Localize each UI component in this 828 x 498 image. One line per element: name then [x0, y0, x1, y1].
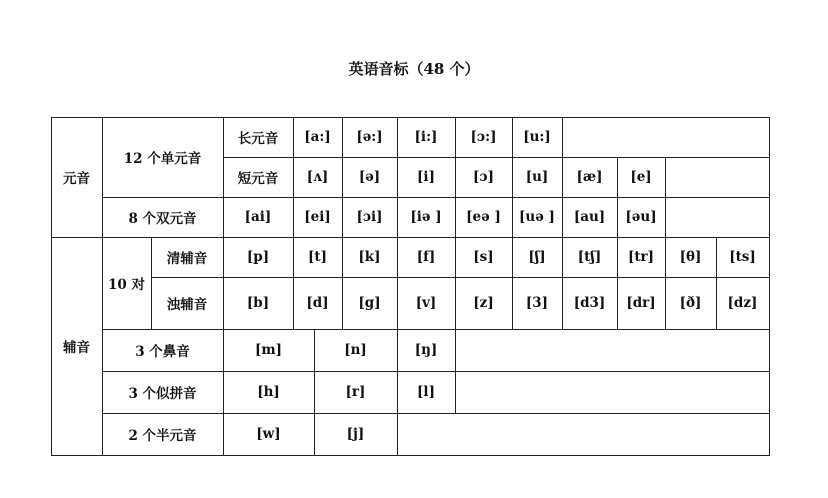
phonetic-symbol: [l]	[417, 384, 435, 400]
phonetic-symbol: [æ]	[576, 169, 603, 185]
phonetic-symbol: [tʃ]	[577, 249, 602, 265]
phonetic-symbol: [t]	[307, 249, 327, 265]
phonetic-symbol: [ɔ]	[473, 169, 494, 185]
phonetic-symbol: [ɔi]	[356, 209, 383, 225]
phonetic-symbol: [p]	[246, 249, 270, 265]
phonetic-symbol: [m]	[254, 342, 283, 358]
phonetic-symbol: [f]	[416, 249, 436, 265]
long-vowels-label: 长元音	[237, 131, 279, 147]
phonetic-symbol: [g]	[358, 295, 381, 311]
liquids-label: 3 个似拼音	[128, 386, 197, 402]
phonetic-symbol: [au]	[573, 209, 606, 225]
phonetic-symbol: [dr]	[626, 295, 656, 311]
phonetic-symbol: [k]	[358, 249, 381, 265]
phonetic-symbol: [ð]	[679, 295, 702, 311]
short-vowels-label: 短元音	[237, 171, 279, 187]
phonetic-symbol: [b]	[246, 295, 270, 311]
phonetic-symbol: [uə ]	[519, 209, 555, 225]
vowels-label: 元音	[63, 171, 90, 187]
table-line	[665, 157, 666, 237]
phonetic-symbol: [ʃ]	[528, 249, 546, 265]
phonetic-symbol: [ə:]	[356, 129, 383, 145]
phonetic-symbol: [dz]	[727, 295, 758, 311]
table-line	[51, 455, 770, 456]
semivowels-label: 2 个半元音	[128, 428, 197, 444]
phonetic-symbol: [j]	[346, 426, 365, 442]
phonetic-symbol: [ɔ:]	[470, 129, 497, 145]
phonetic-symbol: [i:]	[414, 129, 438, 145]
page-title: 英语音标（48 个）	[348, 60, 480, 78]
diphthongs-label: 8 个双元音	[128, 211, 197, 227]
phonetic-symbol: [tr]	[627, 249, 655, 265]
phonetic-symbol: [θ]	[679, 249, 702, 265]
phonetic-symbol: [iə ]	[410, 209, 442, 225]
table-line	[769, 117, 770, 456]
phonetic-symbol: [u:]	[523, 129, 551, 145]
phonetic-symbol: [ts]	[729, 249, 756, 265]
pairs-label: 10 对	[108, 277, 145, 293]
table-line	[455, 329, 456, 413]
consonants-label: 辅音	[63, 340, 90, 356]
phonetic-symbol: [v]	[415, 295, 437, 311]
phonetic-symbol: [e]	[630, 169, 652, 185]
phonetic-symbol: [w]	[256, 426, 281, 442]
phonetic-symbol: [3]	[525, 295, 549, 311]
phonetic-symbol: [eə ]	[466, 209, 501, 225]
phonetic-symbol: [ə]	[358, 169, 381, 185]
phonetic-symbol: [ʌ]	[306, 169, 329, 185]
monophthongs-label: 12 个单元音	[123, 151, 202, 167]
phonetic-symbol: [n]	[344, 342, 367, 358]
phonetic-symbol: [z]	[473, 295, 494, 311]
nasals-label: 3 个鼻音	[135, 344, 190, 360]
phonetic-symbol: [i]	[417, 169, 435, 185]
phonetic-symbol: [h]	[257, 384, 280, 400]
phonetic-symbol: [ei]	[304, 209, 331, 225]
phonetic-symbol: [r]	[345, 384, 366, 400]
phonetic-symbol: [s]	[473, 249, 494, 265]
phonetic-symbol: [d]	[306, 295, 329, 311]
phonetic-symbol: [ŋ]	[414, 342, 438, 358]
phonetic-symbol: [əu]	[625, 209, 657, 225]
phonetic-symbol: [d3]	[573, 295, 606, 311]
voiceless-label: 清辅音	[166, 251, 208, 267]
phonetic-symbol: [a:]	[304, 129, 331, 145]
phonetic-symbol: [u]	[525, 169, 549, 185]
phonetic-symbol: [ai]	[244, 209, 272, 225]
voiced-label: 浊辅音	[166, 297, 208, 313]
